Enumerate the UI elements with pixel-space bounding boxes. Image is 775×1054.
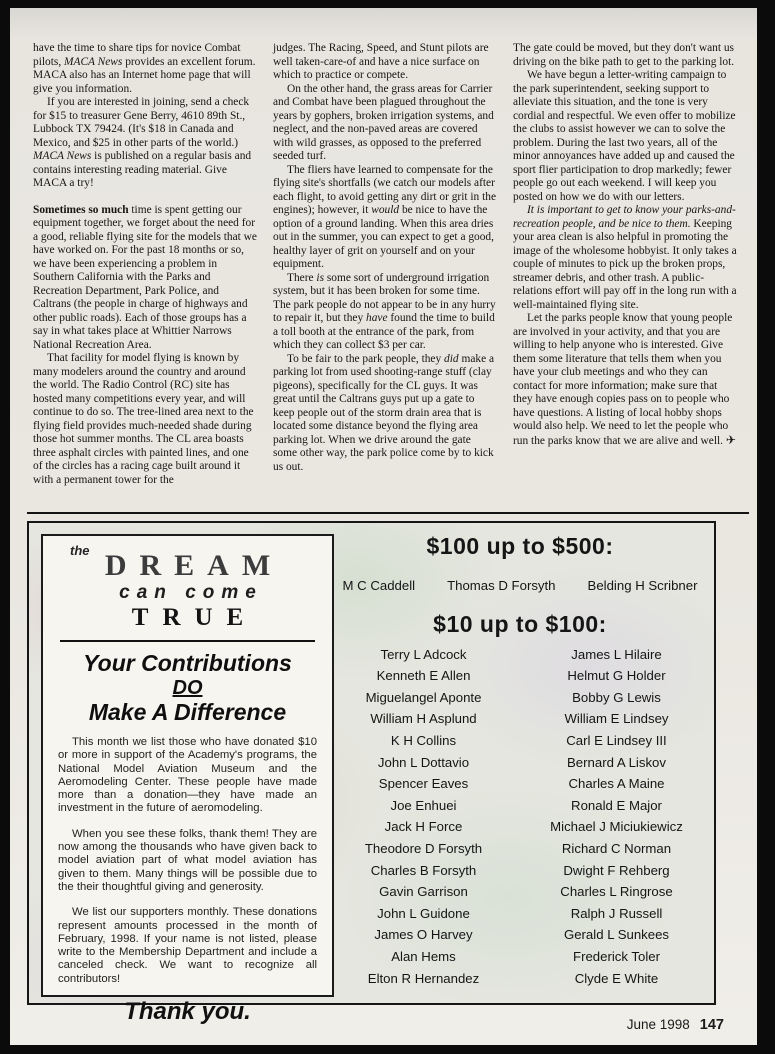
tier2-heading: $10 up to $100: — [433, 610, 607, 637]
tier2-columns — [327, 644, 713, 990]
donor-name: John L Guidone — [377, 905, 470, 921]
paragraph — [273, 272, 497, 353]
donor-name: John L Dottavio — [377, 754, 470, 770]
donor-name: Charles L Ringrose — [560, 884, 673, 900]
paragraph — [273, 42, 497, 83]
article-column-3 — [513, 42, 737, 487]
donor-name: Richard C Norman — [561, 840, 672, 856]
donor-name: Theodore D Forsyth — [364, 840, 483, 856]
donor-name: James O Harvey — [374, 927, 473, 943]
text-segment: MACA News — [33, 150, 92, 162]
text-segment: make a parking lot from used shooting-range stuff (clay pigeons), specifically for the CL guys. It was great until the Caltrans guys put up a gate to keep people out of the storm drain area that is located some distance beyond the flying area parking lot. When we drive around the gate some other way, the park police come by to kick us out. — [273, 352, 495, 473]
paragraph — [273, 353, 497, 475]
donor-name: Michael J Miciukiewicz — [550, 819, 683, 835]
donor-name: William E Lindsey — [564, 711, 669, 727]
donor-name: Gerald L Sunkees — [563, 927, 670, 943]
text-segment: If you are interested in joining, send a check for $15 to treasurer Gene Berry, 4610 89th St., Lubbock TX 79424. (It's $18 in Canada and Mexico, and $25 in other parts of the world.) — [33, 96, 250, 149]
text-segment: have — [366, 312, 388, 324]
thank-you-text: Thank you. — [124, 998, 251, 1026]
text-segment: On the other hand, the grass areas for Carrier and Combat have been plagued throughout the years by gophers, broken irrigation systems, and neglect, and the non-paved areas are covered with wild grasses, as opposed to the preferred seeded turf. — [273, 82, 494, 162]
paragraph — [513, 312, 737, 448]
text-segment: found the time to build a toll booth at the entrance of the park, from which they can collect $3 per car. — [273, 312, 495, 351]
article-column-2 — [273, 42, 497, 487]
donor-name: Joe Enhuei — [390, 797, 457, 813]
donor-name: Elton R Hernandez — [367, 970, 480, 986]
page-footer — [627, 1017, 724, 1033]
donor-name: K H Collins — [390, 732, 457, 748]
panel-paragraphs — [58, 736, 317, 986]
text-segment: We have begun a letter-writing campaign to the park superintendent, seeking support to alleviate this situation, and the tone is very cordial and respectful. We even offer to mobilize the clubs to assist however we can to solve the problem. During the last two years, all of the minor annoyances have added up and caused the sport flier participation to drop markedly; fewer people go out each weekend. I will keep you posted on how we do with our letters. — [513, 69, 736, 203]
tagline-your-contributions: Your Contributions — [83, 650, 292, 676]
tagline-make-a-difference: Make A Difference — [88, 699, 287, 725]
donor-name: Jack H Force — [384, 819, 463, 835]
paragraph — [33, 204, 257, 353]
text-segment: did — [444, 352, 459, 365]
paragraph — [513, 69, 737, 204]
paragraph — [33, 352, 257, 487]
donor-name: Bobby G Lewis — [572, 689, 661, 705]
paragraph — [273, 164, 497, 272]
paragraph: When you see these folks, thank them! They are now among the thousands who have given back to model aviation part of what model aviation has given to them. Many things will be possible due to the their thoughtful giving and generosity. — [58, 827, 317, 893]
text-segment: MACA News — [64, 55, 123, 68]
headline-true: TRUE — [131, 604, 258, 631]
text-segment: The gate could be moved, but they don't want us driving on the bike path to get to the parking lot. — [513, 42, 735, 68]
text-segment: Keeping your area clean is also helpful in promoting the image of the wholesome hobbyist. It only takes a couple of minutes to pick up the broken props, streamer debris, and other trash. A public-relations effort will pay off in the long run with a well-maintained flying site. — [513, 217, 737, 311]
tier2-column-right — [520, 644, 713, 990]
donor-name: Charles B Forsyth — [370, 862, 477, 878]
text-segment: Let the parks people know that young people are involved in your activity, and that you are willing to help anyone who is interested. Give them some literature that tells them when you have your club meetings and who they can contact for more information; make sure that they have enough copies pass on to people who have questions. A listing of local hobby shops would also help. We need to let the people who run the parks know that we are alive and well. — [513, 312, 733, 447]
donor-name: Thomas D Forsyth — [447, 578, 556, 593]
article-column-1 — [33, 42, 257, 487]
donor-name: James L Hilaire — [571, 646, 662, 662]
headline-dream: DREAM — [104, 549, 284, 582]
text-segment: judges. The Racing, Speed, and Stunt pilots are well taken-care-of and have a nice surface on which to practice or compete. — [273, 42, 489, 81]
donor-name: Dwight F Rehberg — [563, 862, 670, 878]
text-segment: is — [316, 271, 325, 284]
text-segment: The fliers have learned to compensate for the flying site's shortfalls (we catch our models after each flight, to avoid getting any dirt or grit in the engines); however, it — [273, 163, 497, 216]
donor-name: Ralph J Russell — [570, 905, 663, 921]
section-divider-rule — [27, 512, 749, 514]
donor-name: Belding H Scribner — [587, 578, 698, 593]
paragraph — [33, 96, 257, 191]
footer-issue-date: June 1998 — [626, 1017, 690, 1032]
tier1-heading: $100 up to $500: — [426, 533, 614, 559]
text-segment: It is important to get to know your parks-and-recreation people, and be nice to them. — [513, 204, 736, 230]
donor-name: Ronald E Major — [571, 797, 662, 813]
text-segment: is published on a regular basis and contains interesting reading material. Give MACA a try! — [33, 150, 252, 189]
paragraph — [33, 42, 257, 96]
text-segment: have the time to share tips for novice Combat pilots, — [33, 42, 241, 68]
donor-name: Frederick Toler — [573, 948, 660, 964]
tier1-names-row — [327, 575, 713, 597]
donor-name: Clyde E White — [574, 970, 659, 986]
donor-name: Kenneth E Allen — [376, 668, 471, 684]
text-segment: would — [371, 204, 400, 216]
donor-name: M C Caddell — [342, 578, 416, 593]
paragraph: This month we list those who have donated $10 or more in support of the Academy's programs, the National Model Aviation Museum and the Aeromodeling Center. These people have made more than a donation—they have made an investment in the future of aeromodeling. — [58, 736, 317, 815]
article-body — [33, 42, 737, 487]
text-segment: time is spent getting our equipment together, we forget about the need for a good, reliable flying site for the models that we have worked on. For the past 18 months or so, we have been experiencing a problem in Southern California with the Parks and Recreation Department, Park Police, and Caltrans (the people in charge of highways and other public roads). Each of those groups has a say in what takes place at Whittier Narrows National Recreation Area. — [33, 203, 257, 351]
text-segment: That facility for model flying is known by many modelers around the country and around the world. The Radio Control (RC) site has hosted many competitions every year, and will continue to do so. The tree-lined area next to the flying field provides much-needed shade during those hot summer months. The CL area boasts three asphalt circles with painted lines, and one of the circles has a racing cage built around it with a permanent tower for the — [33, 352, 254, 486]
tier2-column-left — [327, 644, 520, 990]
footer-page-number: 147 — [699, 1017, 724, 1033]
donor-lists — [327, 523, 713, 989]
magazine-page — [10, 8, 757, 1045]
donor-name: Miguelangel Aponte — [365, 689, 482, 705]
headline-can-come: can come — [119, 582, 263, 603]
text-segment: be nice to have the option of a ground landing. When this area dries out in the summer, you can expect to get a good, healthy layer of grit on yourself and on your equipment. — [273, 204, 494, 270]
text-segment: some sort of underground irrigation system, but it has been broken for some time. The park people do not appear to be in any hurry to repair it, but they — [273, 271, 496, 324]
donor-name: Alan Hems — [391, 948, 456, 964]
donor-name: Terry L Adcock — [380, 646, 467, 662]
donor-name: Helmut G Holder — [567, 668, 666, 684]
donor-name: Charles A Maine — [568, 776, 665, 792]
donor-name: Bernard A Liskov — [567, 754, 666, 770]
paragraph — [513, 42, 737, 69]
text-segment: To be fair to the park people, they — [287, 352, 445, 365]
headline-underline-rule — [60, 640, 315, 642]
tagline-do: DO — [172, 677, 203, 699]
donor-name: Carl E Lindsey III — [566, 732, 667, 748]
headline-the: the — [70, 543, 90, 558]
text-segment: Sometimes so much — [33, 203, 129, 216]
paragraph — [273, 83, 497, 164]
paragraph: We list our supporters monthly. These donations represent amounts processed in the month of February, 1998. If your name is not listed, please write to the Membership Department and include a canceled check. We want to recognize all contributors! — [58, 906, 317, 985]
text-segment: provides an excellent forum. MACA also has an Internet home page that will give you information. — [33, 55, 256, 95]
dream-panel — [41, 534, 334, 1026]
airplane-icon: ✈ — [725, 432, 736, 447]
donor-name: Gavin Garrison — [379, 884, 468, 900]
paragraph — [513, 204, 737, 312]
donor-name: William H Asplund — [370, 711, 477, 727]
text-segment: There — [287, 271, 317, 284]
donor-name: Spencer Eaves — [378, 776, 469, 792]
